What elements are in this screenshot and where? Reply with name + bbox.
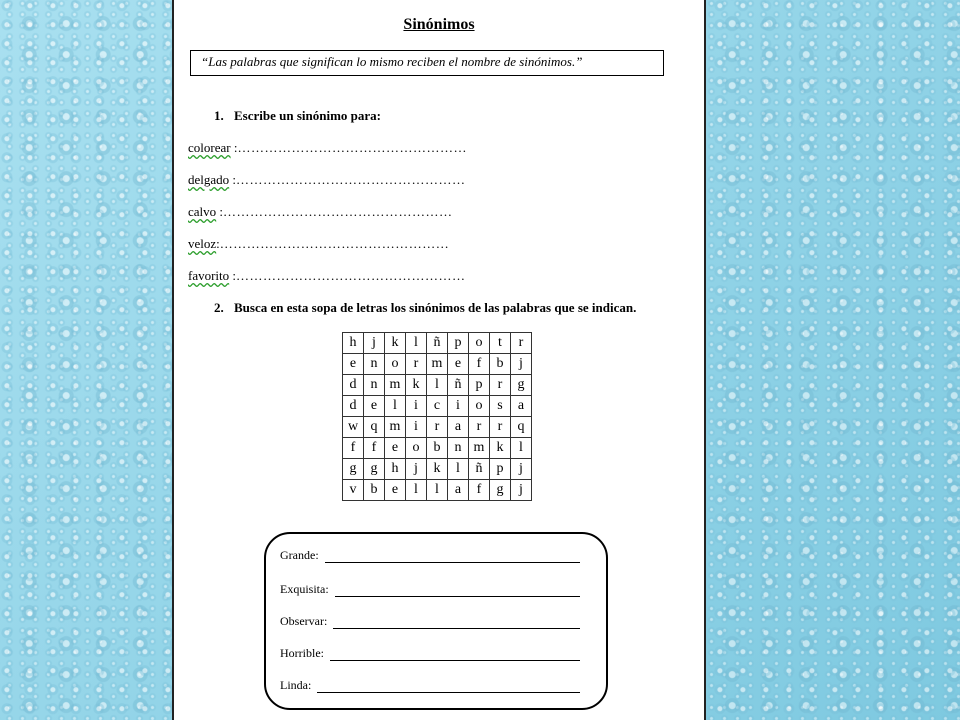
answer-row — [280, 678, 580, 693]
grid-cell: p — [448, 333, 469, 354]
grid-cell: l — [448, 459, 469, 480]
grid-cell: d — [343, 396, 364, 417]
section-text: Busca en esta sopa de letras los sinónimos de las palabras que se indican. — [234, 300, 637, 315]
section-1-heading — [214, 108, 381, 124]
grid-cell: p — [490, 459, 511, 480]
grid-cell: l — [427, 480, 448, 501]
grid-cell: d — [343, 375, 364, 396]
grid-cell: r — [406, 354, 427, 375]
grid-cell: m — [427, 354, 448, 375]
grid-cell: f — [469, 480, 490, 501]
grid-cell: a — [448, 480, 469, 501]
grid-cell: w — [343, 417, 364, 438]
grid-row — [343, 480, 532, 501]
grid-cell: b — [427, 438, 448, 459]
grid-cell: g — [364, 459, 385, 480]
grid-cell: j — [406, 459, 427, 480]
synonym-line — [188, 268, 466, 284]
grid-cell: r — [490, 375, 511, 396]
answer-dots: …………………………………………… — [219, 236, 450, 251]
separator: : — [216, 204, 224, 219]
separator: : — [216, 236, 220, 251]
answer-line — [325, 550, 580, 563]
target-word: calvo — [188, 204, 217, 219]
separator: : — [229, 172, 237, 187]
definition-box: “Las palabras que significan lo mismo reciben el nombre de sinónimos.” — [190, 50, 664, 76]
grid-row — [343, 438, 532, 459]
grid-cell: i — [406, 396, 427, 417]
grid-cell: i — [448, 396, 469, 417]
grid-cell: a — [511, 396, 532, 417]
grid-cell: m — [385, 417, 406, 438]
synonym-line — [188, 236, 449, 252]
grid-cell: h — [343, 333, 364, 354]
grid-cell: k — [490, 438, 511, 459]
answer-row — [280, 614, 580, 629]
grid-cell: ñ — [448, 375, 469, 396]
grid-cell: h — [385, 459, 406, 480]
target-word: colorear — [188, 140, 231, 155]
grid-cell: o — [385, 354, 406, 375]
grid-cell: m — [469, 438, 490, 459]
synonym-line — [188, 204, 453, 220]
grid-cell: q — [364, 417, 385, 438]
answer-label: Exquisita: — [280, 582, 329, 596]
grid-cell: a — [448, 417, 469, 438]
grid-cell: r — [490, 417, 511, 438]
separator: : — [230, 140, 238, 155]
separator: : — [229, 268, 237, 283]
target-word: favorito — [188, 268, 230, 283]
grid-cell: j — [511, 459, 532, 480]
grid-cell: b — [490, 354, 511, 375]
section-number: 2. — [214, 300, 224, 315]
worksheet-page — [172, 0, 706, 720]
synonym-line — [188, 172, 466, 188]
grid-cell: l — [385, 396, 406, 417]
page-title: Sinónimos — [403, 16, 475, 33]
grid-cell: s — [490, 396, 511, 417]
grid-cell: t — [490, 333, 511, 354]
grid-cell: f — [364, 438, 385, 459]
grid-cell: v — [343, 480, 364, 501]
grid-cell: l — [511, 438, 532, 459]
section-text: Escribe un sinónimo para: — [234, 108, 381, 123]
grid-cell: g — [511, 375, 532, 396]
answer-label: Grande: — [280, 548, 319, 562]
section-number: 1. — [214, 108, 224, 123]
grid-cell: c — [427, 396, 448, 417]
grid-cell: k — [427, 459, 448, 480]
answer-dots: …………………………………………… — [236, 268, 466, 283]
grid-cell: k — [406, 375, 427, 396]
answer-line — [335, 584, 580, 597]
grid-cell: e — [448, 354, 469, 375]
grid-cell: o — [406, 438, 427, 459]
grid-cell: l — [406, 333, 427, 354]
grid-cell: ñ — [469, 459, 490, 480]
grid-row — [343, 417, 532, 438]
answer-dots: …………………………………………… — [223, 204, 453, 219]
grid-cell: r — [469, 417, 490, 438]
grid-cell: ñ — [427, 333, 448, 354]
grid-cell: r — [511, 333, 532, 354]
grid-cell: n — [364, 375, 385, 396]
answer-row — [280, 548, 580, 563]
answer-label: Observar: — [280, 614, 328, 628]
section-2-heading — [214, 300, 636, 316]
grid-cell: e — [343, 354, 364, 375]
answer-line — [317, 680, 580, 693]
answer-label: Linda: — [280, 678, 312, 692]
grid-row — [343, 375, 532, 396]
grid-cell: k — [385, 333, 406, 354]
grid-cell: l — [406, 480, 427, 501]
answer-dots: …………………………………………… — [237, 140, 467, 155]
answer-row — [280, 646, 580, 661]
grid-cell: o — [469, 333, 490, 354]
answer-line — [333, 616, 580, 629]
grid-cell: n — [448, 438, 469, 459]
grid-cell: f — [343, 438, 364, 459]
answer-label: Horrible: — [280, 646, 324, 660]
grid-cell: e — [385, 480, 406, 501]
grid-row — [343, 459, 532, 480]
grid-cell: i — [406, 417, 427, 438]
target-word: veloz — [188, 236, 217, 251]
grid-cell: g — [490, 480, 511, 501]
grid-cell: o — [469, 396, 490, 417]
target-word: delgado — [188, 172, 230, 187]
grid-cell: q — [511, 417, 532, 438]
grid-cell: e — [385, 438, 406, 459]
grid-cell: e — [364, 396, 385, 417]
grid-cell: b — [364, 480, 385, 501]
grid-cell: r — [427, 417, 448, 438]
grid-cell: l — [427, 375, 448, 396]
grid-cell: p — [469, 375, 490, 396]
grid-cell: j — [511, 480, 532, 501]
word-search-grid — [342, 332, 532, 501]
grid-cell: j — [511, 354, 532, 375]
grid-cell: f — [469, 354, 490, 375]
grid-row — [343, 354, 532, 375]
answer-line — [330, 648, 580, 661]
grid-row — [343, 333, 532, 354]
answer-dots: …………………………………………… — [236, 172, 466, 187]
answer-box — [264, 532, 608, 710]
grid-cell: j — [364, 333, 385, 354]
grid-cell: m — [385, 375, 406, 396]
grid-cell: g — [343, 459, 364, 480]
grid-row — [343, 396, 532, 417]
grid-cell: n — [364, 354, 385, 375]
answer-row — [280, 582, 580, 597]
synonym-line — [188, 140, 467, 156]
